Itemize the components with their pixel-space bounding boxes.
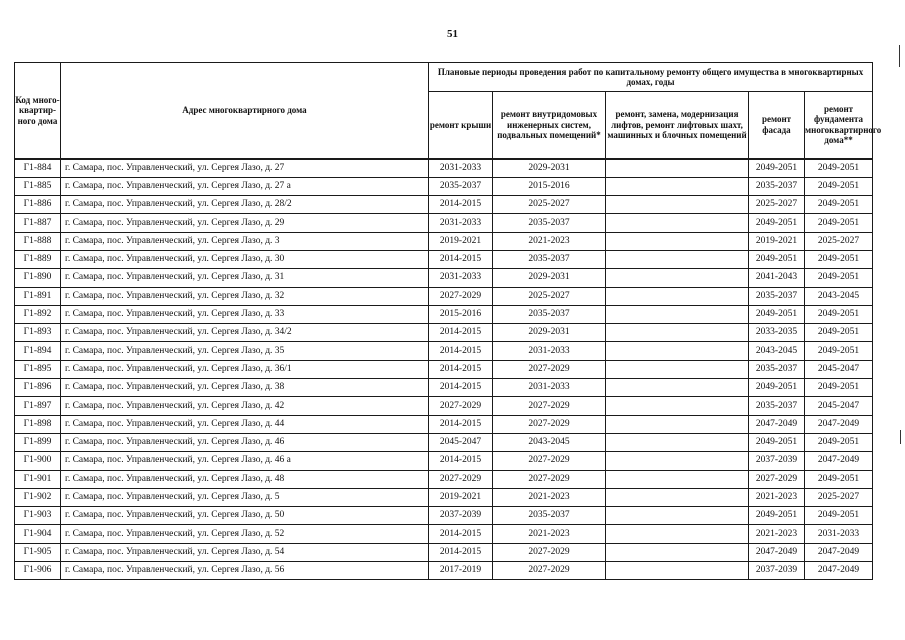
cell-elevators (606, 433, 749, 451)
cell-systems: 2021-2023 (493, 232, 606, 250)
cell-address: г. Самара, пос. Управленческий, ул. Сергея Лазо, д. 29 (61, 214, 429, 232)
cell-roof: 2019-2021 (429, 488, 493, 506)
table-row (15, 342, 873, 360)
header-foundation: ремонт фундамента многоквартирного дома** (805, 92, 873, 159)
cell-elevators (606, 415, 749, 433)
cell-systems: 2027-2029 (493, 415, 606, 433)
cell-address: г. Самара, пос. Управленческий, ул. Сергея Лазо, д. 36/1 (61, 360, 429, 378)
cell-roof: 2027-2029 (429, 397, 493, 415)
cell-systems: 2027-2029 (493, 562, 606, 580)
repair-schedule-table (14, 62, 882, 580)
cell-facade: 2037-2039 (749, 452, 805, 470)
cell-roof: 2031-2033 (429, 214, 493, 232)
cell-systems: 2027-2029 (493, 397, 606, 415)
cell-roof: 2031-2033 (429, 159, 493, 178)
cell-code: Г1-894 (15, 342, 61, 360)
cell-foundation: 2049-2051 (805, 507, 873, 525)
cell-elevators (606, 452, 749, 470)
cell-code: Г1-892 (15, 305, 61, 323)
cell-facade: 2049-2051 (749, 305, 805, 323)
cell-address: г. Самара, пос. Управленческий, ул. Сергея Лазо, д. 46 а (61, 452, 429, 470)
cell-systems: 2029-2031 (493, 269, 606, 287)
cell-systems: 2029-2031 (493, 159, 606, 178)
cell-roof: 2031-2033 (429, 269, 493, 287)
cell-roof: 2014-2015 (429, 543, 493, 561)
cell-facade: 2043-2045 (749, 342, 805, 360)
cell-foundation: 2049-2051 (805, 305, 873, 323)
cell-roof: 2015-2016 (429, 305, 493, 323)
cell-facade: 2049-2051 (749, 250, 805, 268)
cell-address: г. Самара, пос. Управленческий, ул. Сергея Лазо, д. 38 (61, 379, 429, 397)
header-address: Адрес многоквартирного дома (61, 63, 429, 159)
cell-code: Г1-902 (15, 488, 61, 506)
cell-foundation: 2049-2051 (805, 324, 873, 342)
cell-code: Г1-891 (15, 287, 61, 305)
cell-facade: 2049-2051 (749, 379, 805, 397)
table-row (15, 305, 873, 323)
cell-roof: 2014-2015 (429, 324, 493, 342)
table-row (15, 415, 873, 433)
cell-roof: 2035-2037 (429, 177, 493, 195)
table-row (15, 360, 873, 378)
cell-foundation: 2047-2049 (805, 452, 873, 470)
header-periods: Плановые периоды проведения работ по капитальному ремонту общего имущества в многоквартирных домах, годы (429, 63, 873, 92)
cell-address: г. Самара, пос. Управленческий, ул. Сергея Лазо, д. 30 (61, 250, 429, 268)
cell-systems: 2021-2023 (493, 488, 606, 506)
cell-facade: 2041-2043 (749, 269, 805, 287)
cell-systems: 2027-2029 (493, 360, 606, 378)
cell-address: г. Самара, пос. Управленческий, ул. Сергея Лазо, д. 31 (61, 269, 429, 287)
cell-foundation: 2049-2051 (805, 470, 873, 488)
cell-roof: 2014-2015 (429, 452, 493, 470)
cell-systems: 2035-2037 (493, 305, 606, 323)
cell-code: Г1-896 (15, 379, 61, 397)
header-systems: ремонт внутридомовых инженерных систем, подвальных помещений* (493, 92, 606, 159)
cell-foundation: 2025-2027 (805, 232, 873, 250)
cell-foundation: 2047-2049 (805, 562, 873, 580)
cell-facade: 2049-2051 (749, 214, 805, 232)
cell-roof: 2014-2015 (429, 250, 493, 268)
scan-mark (899, 45, 900, 67)
cell-elevators (606, 543, 749, 561)
cell-systems: 2035-2037 (493, 214, 606, 232)
cell-foundation: 2047-2049 (805, 415, 873, 433)
cell-systems: 2029-2031 (493, 324, 606, 342)
table-row (15, 433, 873, 451)
cell-code: Г1-903 (15, 507, 61, 525)
cell-facade: 2035-2037 (749, 177, 805, 195)
table-row (15, 214, 873, 232)
header-elevators: ремонт, замена, модернизация лифтов, ремонт лифтовых шахт, машинных и блочных помещений (606, 92, 749, 159)
cell-facade: 2049-2051 (749, 507, 805, 525)
cell-code: Г1-897 (15, 397, 61, 415)
cell-foundation: 2025-2027 (805, 488, 873, 506)
cell-code: Г1-890 (15, 269, 61, 287)
header-facade: ремонт фасада (749, 92, 805, 159)
cell-roof: 2014-2015 (429, 525, 493, 543)
cell-foundation: 2031-2033 (805, 525, 873, 543)
cell-elevators (606, 379, 749, 397)
cell-facade: 2025-2027 (749, 196, 805, 214)
cell-roof: 2014-2015 (429, 360, 493, 378)
table-row (15, 525, 873, 543)
cell-foundation: 2049-2051 (805, 159, 873, 178)
table-row (15, 250, 873, 268)
scan-mark (900, 430, 901, 444)
cell-elevators (606, 324, 749, 342)
cell-address: г. Самара, пос. Управленческий, ул. Сергея Лазо, д. 27 (61, 159, 429, 178)
cell-elevators (606, 342, 749, 360)
cell-systems: 2015-2016 (493, 177, 606, 195)
cell-code: Г1-887 (15, 214, 61, 232)
cell-facade: 2037-2039 (749, 562, 805, 580)
cell-facade: 2035-2037 (749, 397, 805, 415)
table-row (15, 562, 873, 580)
cell-code: Г1-884 (15, 159, 61, 178)
cell-foundation: 2049-2051 (805, 214, 873, 232)
cell-facade: 2035-2037 (749, 287, 805, 305)
cell-foundation: 2045-2047 (805, 360, 873, 378)
table-row (15, 397, 873, 415)
cell-foundation: 2049-2051 (805, 177, 873, 195)
cell-code: Г1-895 (15, 360, 61, 378)
cell-roof: 2027-2029 (429, 287, 493, 305)
table-row (15, 543, 873, 561)
table-row (15, 177, 873, 195)
cell-address: г. Самара, пос. Управленческий, ул. Сергея Лазо, д. 27 а (61, 177, 429, 195)
cell-roof: 2014-2015 (429, 415, 493, 433)
cell-elevators (606, 470, 749, 488)
cell-roof: 2014-2015 (429, 379, 493, 397)
table-row (15, 379, 873, 397)
cell-address: г. Самара, пос. Управленческий, ул. Сергея Лазо, д. 33 (61, 305, 429, 323)
cell-foundation: 2049-2051 (805, 269, 873, 287)
cell-address: г. Самара, пос. Управленческий, ул. Сергея Лазо, д. 44 (61, 415, 429, 433)
cell-address: г. Самара, пос. Управленческий, ул. Сергея Лазо, д. 50 (61, 507, 429, 525)
header-roof: ремонт крыши (429, 92, 493, 159)
table-row (15, 269, 873, 287)
cell-code: Г1-900 (15, 452, 61, 470)
cell-address: г. Самара, пос. Управленческий, ул. Сергея Лазо, д. 35 (61, 342, 429, 360)
cell-code: Г1-885 (15, 177, 61, 195)
cell-facade: 2049-2051 (749, 159, 805, 178)
cell-address: г. Самара, пос. Управленческий, ул. Сергея Лазо, д. 48 (61, 470, 429, 488)
cell-foundation: 2049-2051 (805, 196, 873, 214)
cell-roof: 2014-2015 (429, 196, 493, 214)
cell-elevators (606, 196, 749, 214)
cell-facade: 2035-2037 (749, 360, 805, 378)
cell-facade: 2021-2023 (749, 488, 805, 506)
cell-address: г. Самара, пос. Управленческий, ул. Сергея Лазо, д. 54 (61, 543, 429, 561)
cell-elevators (606, 214, 749, 232)
cell-code: Г1-905 (15, 543, 61, 561)
cell-systems: 2031-2033 (493, 379, 606, 397)
cell-facade: 2047-2049 (749, 415, 805, 433)
cell-code: Г1-904 (15, 525, 61, 543)
cell-roof: 2017-2019 (429, 562, 493, 580)
cell-address: г. Самара, пос. Управленческий, ул. Сергея Лазо, д. 3 (61, 232, 429, 250)
cell-address: г. Самара, пос. Управленческий, ул. Сергея Лазо, д. 34/2 (61, 324, 429, 342)
cell-address: г. Самара, пос. Управленческий, ул. Сергея Лазо, д. 32 (61, 287, 429, 305)
cell-systems: 2035-2037 (493, 250, 606, 268)
cell-code: Г1-899 (15, 433, 61, 451)
cell-systems: 2031-2033 (493, 342, 606, 360)
cell-facade: 2019-2021 (749, 232, 805, 250)
table-row (15, 488, 873, 506)
table-row (15, 196, 873, 214)
cell-code: Г1-888 (15, 232, 61, 250)
table-row (15, 324, 873, 342)
cell-address: г. Самара, пос. Управленческий, ул. Сергея Лазо, д. 46 (61, 433, 429, 451)
cell-code: Г1-906 (15, 562, 61, 580)
cell-facade: 2049-2051 (749, 433, 805, 451)
cell-roof: 2037-2039 (429, 507, 493, 525)
page-number: 51 (447, 28, 458, 40)
cell-code: Г1-886 (15, 196, 61, 214)
cell-systems: 2025-2027 (493, 196, 606, 214)
cell-facade: 2021-2023 (749, 525, 805, 543)
cell-code: Г1-889 (15, 250, 61, 268)
cell-foundation: 2049-2051 (805, 250, 873, 268)
cell-code: Г1-893 (15, 324, 61, 342)
table-row (15, 159, 873, 178)
cell-address: г. Самара, пос. Управленческий, ул. Сергея Лазо, д. 5 (61, 488, 429, 506)
table-row (15, 287, 873, 305)
cell-roof: 2014-2015 (429, 342, 493, 360)
cell-elevators (606, 397, 749, 415)
cell-elevators (606, 488, 749, 506)
cell-roof: 2027-2029 (429, 470, 493, 488)
cell-systems: 2025-2027 (493, 287, 606, 305)
cell-foundation: 2049-2051 (805, 342, 873, 360)
cell-systems: 2027-2029 (493, 470, 606, 488)
cell-elevators (606, 177, 749, 195)
cell-foundation: 2045-2047 (805, 397, 873, 415)
cell-foundation: 2043-2045 (805, 287, 873, 305)
cell-facade: 2047-2049 (749, 543, 805, 561)
cell-elevators (606, 232, 749, 250)
cell-foundation: 2049-2051 (805, 433, 873, 451)
cell-facade: 2027-2029 (749, 470, 805, 488)
cell-facade: 2033-2035 (749, 324, 805, 342)
cell-address: г. Самара, пос. Управленческий, ул. Сергея Лазо, д. 52 (61, 525, 429, 543)
cell-address: г. Самара, пос. Управленческий, ул. Сергея Лазо, д. 28/2 (61, 196, 429, 214)
cell-elevators (606, 305, 749, 323)
table-row (15, 507, 873, 525)
cell-code: Г1-898 (15, 415, 61, 433)
cell-roof: 2045-2047 (429, 433, 493, 451)
cell-systems: 2043-2045 (493, 433, 606, 451)
cell-foundation: 2049-2051 (805, 379, 873, 397)
cell-elevators (606, 287, 749, 305)
cell-foundation: 2047-2049 (805, 543, 873, 561)
cell-address: г. Самара, пос. Управленческий, ул. Сергея Лазо, д. 42 (61, 397, 429, 415)
cell-systems: 2021-2023 (493, 525, 606, 543)
cell-elevators (606, 250, 749, 268)
cell-systems: 2035-2037 (493, 507, 606, 525)
table-row (15, 232, 873, 250)
cell-elevators (606, 360, 749, 378)
header-code: Код много-квартир-ного дома (15, 63, 61, 159)
cell-elevators (606, 159, 749, 178)
cell-elevators (606, 507, 749, 525)
cell-roof: 2019-2021 (429, 232, 493, 250)
cell-elevators (606, 269, 749, 287)
table-row (15, 470, 873, 488)
cell-code: Г1-901 (15, 470, 61, 488)
table-row (15, 452, 873, 470)
cell-elevators (606, 562, 749, 580)
cell-systems: 2027-2029 (493, 543, 606, 561)
cell-address: г. Самара, пос. Управленческий, ул. Сергея Лазо, д. 56 (61, 562, 429, 580)
cell-systems: 2027-2029 (493, 452, 606, 470)
cell-elevators (606, 525, 749, 543)
